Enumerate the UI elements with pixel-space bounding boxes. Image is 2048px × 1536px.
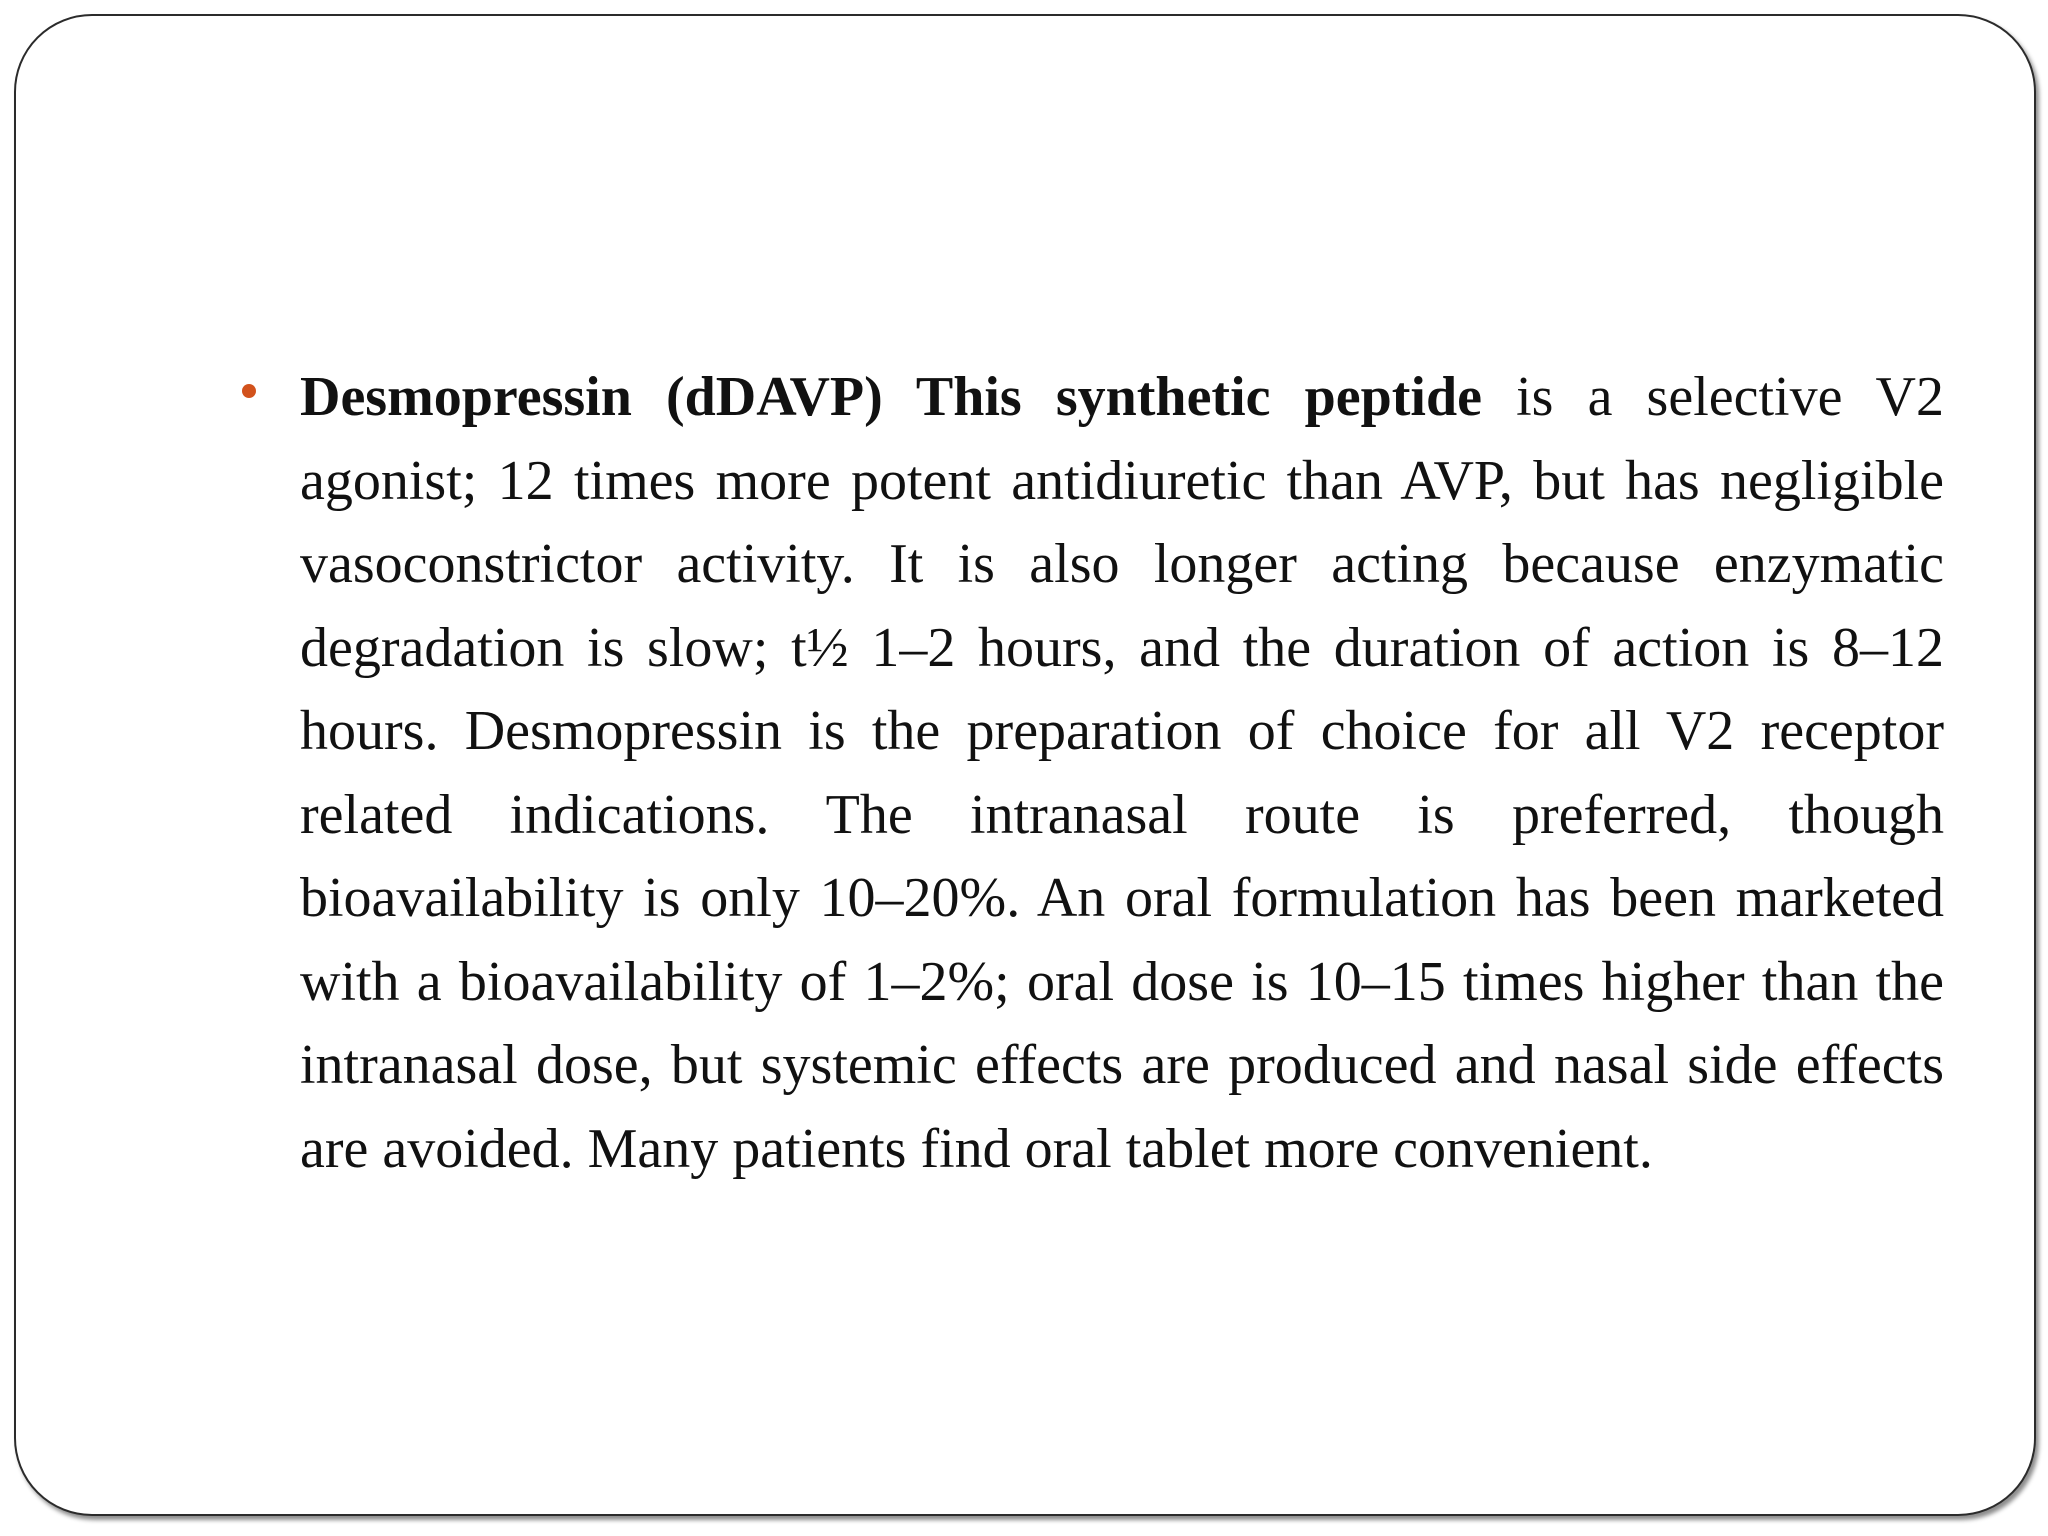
bullet-lead-term: Desmopressin (dDAVP) This synthetic peptide bbox=[300, 366, 1482, 428]
slide-frame bbox=[14, 14, 2036, 1516]
bullet-body-text: is a selective V2 agonist; 12 times more potent antidiuretic than AVP, but has negligible vasoconstrictor activity. It is also longer acting because enzymatic degradation is slow; t½ 1–2 hours, and the duration of action is 8–12 hours. Desmopressin is the preparation of choice for all V2 receptor related indications. The intranasal route is preferred, though bioavailability is only 10–20%. An oral formulation has been marketed with a bioavailability of 1–2%; oral dose is 10–15 times higher than the intranasal dose, but systemic effects are produced and nasal side effects are avoided. Many patients find oral tablet more convenient. bbox=[300, 366, 1944, 1180]
bullet-dot-icon bbox=[242, 384, 256, 398]
bullet-paragraph bbox=[300, 356, 1944, 1191]
